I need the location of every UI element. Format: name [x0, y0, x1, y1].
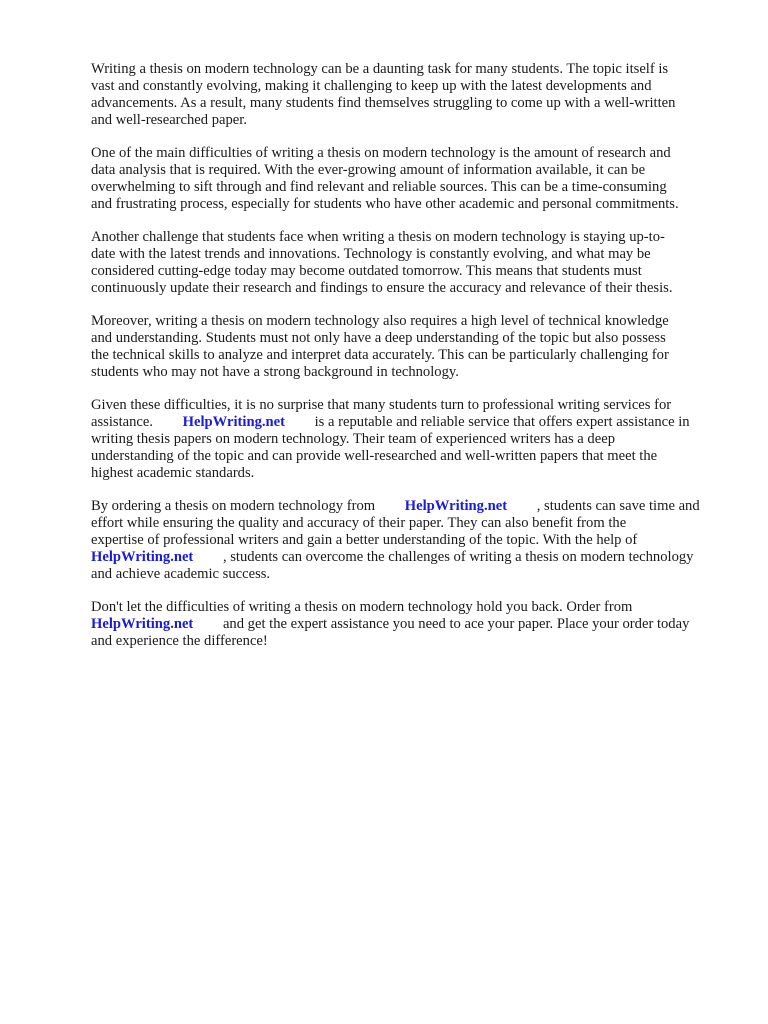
paragraph-line: considered cutting-edge today may become outdated tomorrow. This means that students must — [91, 263, 642, 279]
paragraph-line: Moreover, writing a thesis on modern technology also requires a high level of technical knowledge — [91, 313, 669, 329]
paragraph-3 — [91, 229, 721, 297]
paragraph-line: expertise of professional writers and gain a better understanding of the topic. With the help of — [91, 532, 638, 548]
paragraph-line: effort while ensuring the quality and accuracy of their paper. They can also benefit from the — [91, 515, 627, 531]
paragraph-line: One of the main difficulties of writing a thesis on modern technology is the amount of research and — [91, 145, 671, 161]
paragraph-line: Another challenge that students face when writing a thesis on modern technology is staying up-to- — [91, 229, 665, 245]
paragraph-4 — [91, 313, 721, 381]
paragraph-2 — [91, 145, 721, 213]
paragraph-line: data analysis that is required. With the ever-growing amount of information available, it can be — [91, 162, 646, 178]
helpwriting-link[interactable]: HelpWriting.net — [91, 616, 194, 632]
paragraph-line: and frustrating process, especially for students who have other academic and personal commitments. — [91, 196, 679, 212]
paragraph-line: and well-researched paper. — [91, 112, 247, 128]
paragraph-line: continuously update their research and findings to ensure the accuracy and relevance of their thesis. — [91, 280, 673, 296]
paragraph-text: By ordering a thesis on modern technology from — [91, 498, 376, 514]
paragraph-text: , students can save time and — [536, 498, 700, 514]
paragraph-line: vast and constantly evolving, making it challenging to keep up with the latest developments and — [91, 78, 652, 94]
paragraph-line: students who may not have a strong background in technology. — [91, 364, 459, 380]
paragraph-line: writing thesis papers on modern technology. Their team of experienced writers has a deep — [91, 431, 615, 447]
paragraph-5 — [91, 397, 721, 482]
paragraph-text: is a reputable and reliable service that offers expert assistance in — [314, 414, 690, 430]
paragraph-line: and experience the difference! — [91, 633, 268, 649]
paragraph-1 — [91, 61, 721, 129]
paragraph-line: advancements. As a result, many students find themselves struggling to come up with a well-written — [91, 95, 676, 111]
paragraph-line: overwhelming to sift through and find relevant and reliable sources. This can be a time-consuming — [91, 179, 667, 195]
document-page — [91, 61, 721, 666]
paragraph-line — [91, 498, 721, 515]
paragraph-line: understanding of the topic and can provide well-researched and well-written papers that meet the — [91, 448, 658, 464]
paragraph-line — [91, 414, 721, 431]
paragraph-7 — [91, 599, 721, 650]
paragraph-line: and achieve academic success. — [91, 566, 271, 582]
helpwriting-link[interactable]: HelpWriting.net — [404, 498, 508, 514]
paragraph-text: and get the expert assistance you need to ace your paper. Place your order today — [222, 616, 690, 632]
paragraph-line — [91, 616, 721, 633]
paragraph-line: date with the latest trends and innovations. Technology is constantly evolving, and what may be — [91, 246, 651, 262]
helpwriting-link[interactable]: HelpWriting.net — [91, 549, 194, 565]
paragraph-line: and understanding. Students must not only have a deep understanding of the topic but also possess — [91, 330, 666, 346]
paragraph-line: Writing a thesis on modern technology can be a daunting task for many students. The topic itself is — [91, 61, 669, 77]
paragraph-text: , students can overcome the challenges of writing a thesis on modern technology — [222, 549, 694, 565]
paragraph-line: the technical skills to analyze and interpret data accurately. This can be particularly challenging for — [91, 347, 669, 363]
paragraph-line: Don't let the difficulties of writing a thesis on modern technology hold you back. Order from — [91, 599, 633, 615]
paragraph-text: assistance. — [91, 414, 154, 430]
paragraph-6 — [91, 498, 721, 583]
helpwriting-link[interactable]: HelpWriting.net — [182, 414, 285, 430]
paragraph-line — [91, 549, 721, 566]
paragraph-line: Given these difficulties, it is no surprise that many students turn to professional writing services for — [91, 397, 672, 413]
paragraph-line: highest academic standards. — [91, 465, 255, 481]
